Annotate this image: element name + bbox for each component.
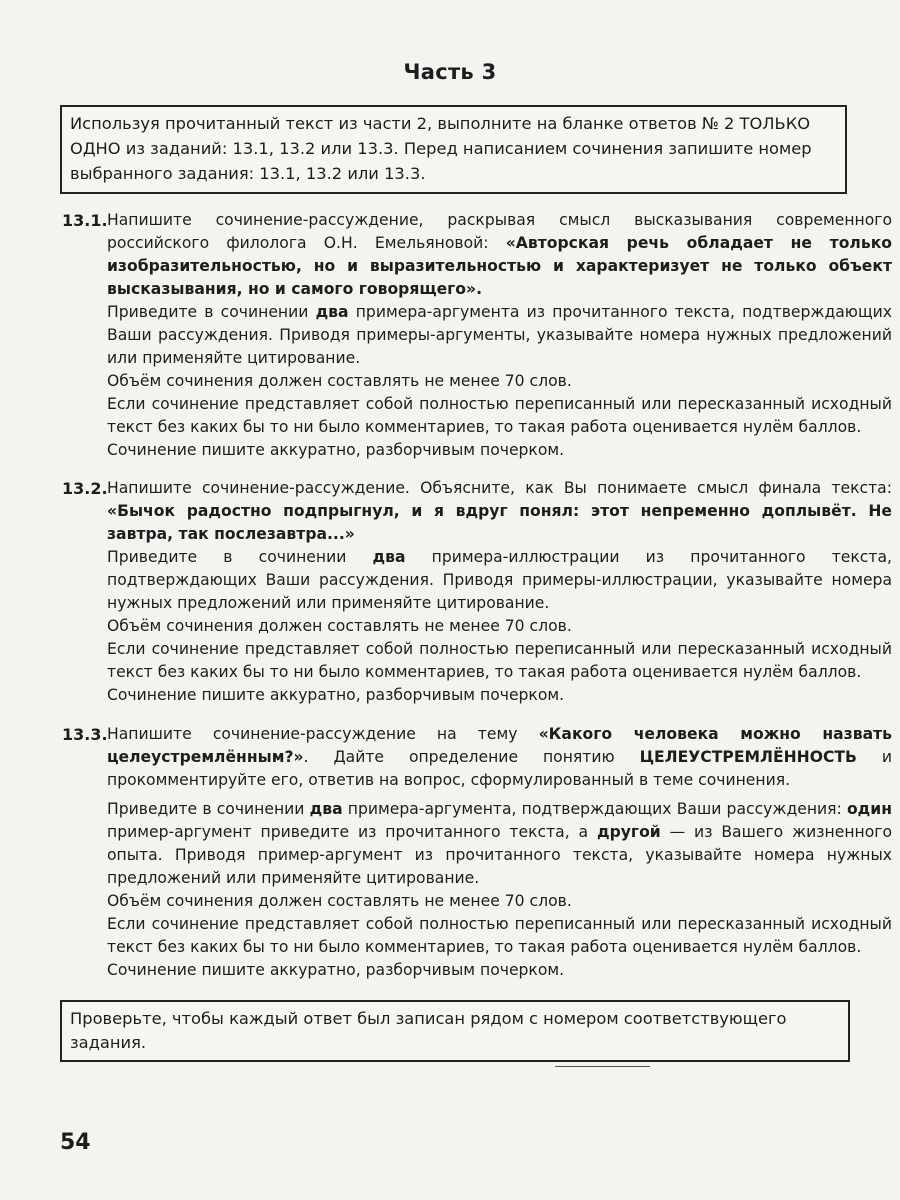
topic: «Какого человека можно назвать целеустремлённым?»: [107, 725, 892, 766]
text: примера-аргумента, подтверждающих Ваши рассуждения:: [342, 800, 847, 818]
emphasis: один: [846, 800, 892, 818]
prompt-text: Напишите сочинение-рассуждение. Объясните, как Вы понимаете смысл финала текста:: [107, 479, 892, 497]
task-number: 13.3.: [62, 725, 108, 744]
task-13-3: [62, 723, 892, 982]
rewrite-warning: Если сочинение представляет собой полностью переписанный или пересказанный исходный текст без каких бы то ни было комментариев, то такая работа оценивается нулём баллов.: [107, 395, 892, 436]
task-number: 13.2.: [62, 479, 108, 498]
quote: «Бычок радостно подпрыгнул, и я вдруг понял: этот непременно доплывёт. Не завтра, так послезавтра...»: [107, 502, 892, 543]
volume-requirement: Объём сочинения должен составлять не менее 70 слов.: [107, 617, 572, 635]
text: и прокомментируйте его, ответив на вопрос, сформулированный в теме сочинения.: [107, 748, 892, 789]
divider: [555, 1066, 650, 1067]
examples-instruction: [107, 546, 892, 615]
examples-instruction: [107, 798, 892, 890]
check-note-box: Проверьте, чтобы каждый ответ был записан рядом с номером соответствующего задания.: [60, 1000, 850, 1062]
quote: «Авторская речь обладает не только изобразительностью, но и выразительностью и характеризует не только объект высказывания, но и самого говорящего».: [107, 234, 892, 298]
emphasis: другой: [597, 823, 661, 841]
task-13-1: [62, 209, 892, 462]
task-number: 13.1.: [62, 211, 108, 230]
prompt-text: Напишите сочинение-рассуждение, раскрывая смысл высказывания современного российского филолога О.Н. Емельяновой:: [107, 211, 892, 252]
term: ЦЕЛЕУСТРЕМЛЁННОСТЬ: [639, 748, 857, 766]
emphasis: два: [372, 548, 406, 566]
text: — из Вашего жизненного опыта. Приводя пример-аргумент из прочитанного текста, указывайте номера нужных предложений или применяйте цитирование.: [107, 823, 892, 887]
text: Приведите в сочинении: [107, 303, 316, 321]
text: Приведите в сочинении: [107, 548, 373, 566]
text: . Дайте определение понятию: [303, 748, 640, 766]
examples-instruction: [107, 301, 892, 370]
instruction-box: Используя прочитанный текст из части 2, выполните на бланке ответов № 2 ТОЛЬКО ОДНО из заданий: 13.1, 13.2 или 13.3. Перед написанием сочинения запишите номер выбранного задания: 13.1, 13.2 или 13.3.: [60, 105, 847, 194]
neatness-note: Сочинение пишите аккуратно, разборчивым почерком.: [107, 441, 565, 459]
task-prompt: [107, 209, 892, 301]
task-13-2: [62, 477, 892, 707]
text: пример-аргумент приведите из прочитанного текста, а: [107, 823, 597, 841]
neatness-note: Сочинение пишите аккуратно, разборчивым почерком.: [107, 961, 565, 979]
task-prompt: [107, 477, 892, 546]
part-title: Часть 3: [403, 60, 497, 84]
text: примера-аргумента из прочитанного текста, подтверждающих Ваши рассуждения. Приводя примеры-аргументы, указывайте номера нужных предложений или применяйте цитирование.: [107, 303, 892, 367]
text: примера-иллюстрации из прочитанного текста, подтверждающих Ваши рассуждения. Приводя примеры-иллюстрации, указывайте номера нужных предложений или применяйте цитирование.: [107, 548, 892, 612]
volume-requirement: Объём сочинения должен составлять не менее 70 слов.: [107, 892, 572, 910]
rewrite-warning: Если сочинение представляет собой полностью переписанный или пересказанный исходный текст без каких бы то ни было комментариев, то такая работа оценивается нулём баллов.: [107, 640, 892, 681]
emphasis: два: [309, 800, 343, 818]
neatness-note: Сочинение пишите аккуратно, разборчивым почерком.: [107, 686, 565, 704]
page-number: 54: [60, 1130, 91, 1155]
rewrite-warning: Если сочинение представляет собой полностью переписанный или пересказанный исходный текст без каких бы то ни было комментариев, то такая работа оценивается нулём баллов.: [107, 915, 892, 956]
task-prompt: [107, 723, 892, 792]
prompt-text: Напишите сочинение-рассуждение на тему: [107, 725, 539, 743]
emphasis: два: [315, 303, 349, 321]
text: Приведите в сочинении: [107, 800, 310, 818]
volume-requirement: Объём сочинения должен составлять не менее 70 слов.: [107, 372, 572, 390]
